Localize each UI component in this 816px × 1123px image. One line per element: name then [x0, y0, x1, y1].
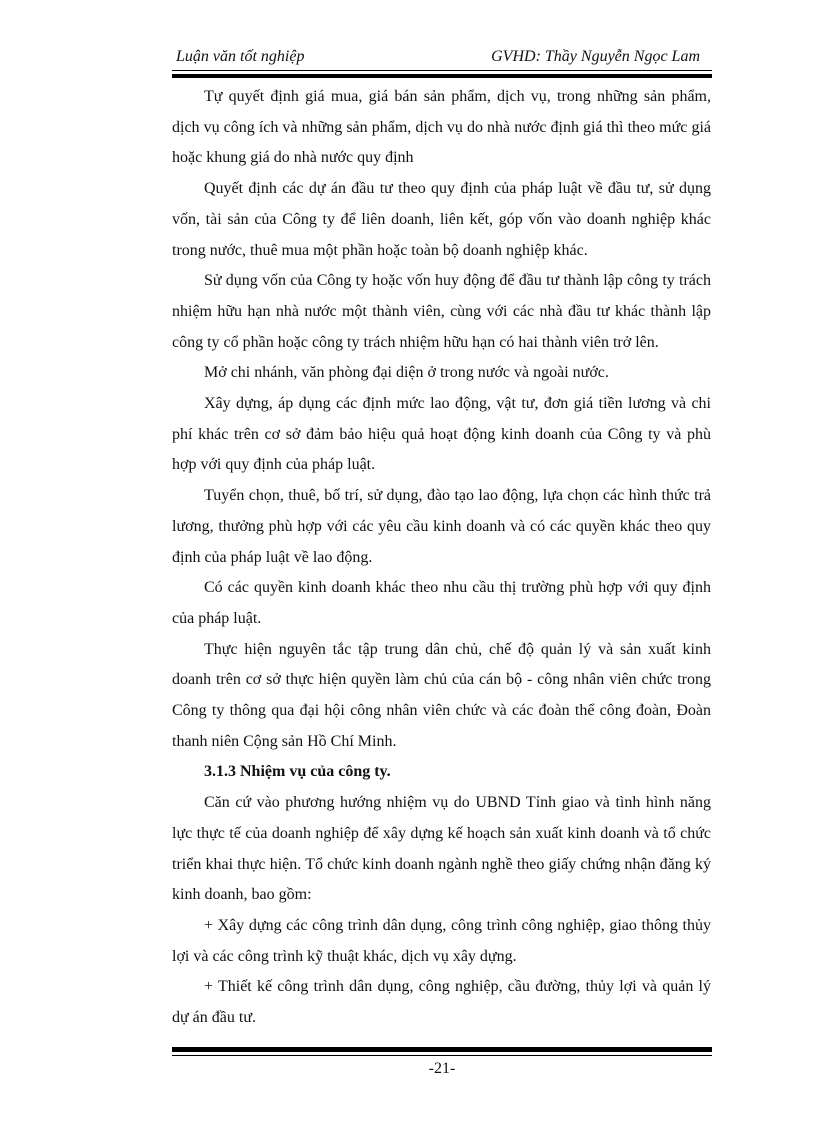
page-number: -21-	[428, 1060, 456, 1077]
header-advisor-label: GVHD: Thầy Nguyễn Ngọc Lam	[491, 48, 700, 65]
body-paragraph: Mở chi nhánh, văn phòng đại diện ở trong nước và ngoài nước.	[204, 364, 609, 382]
body-paragraph: Quyết định các dự án đầu tư theo quy định của pháp luật về đầu tư, sử dụng vốn, tài sản của Công ty để liên doanh, liên kết, góp vốn vào doanh nghiệp khác trong nước, thuê mua một phần hoặc toàn bộ doanh nghiệp khác.	[172, 180, 711, 259]
body-paragraph: Xây dựng, áp dụng các định mức lao động, vật tư, đơn giá tiền lương và chi phí khác trên cơ sở đảm bảo hiệu quả hoạt động kinh doanh của Công ty và phù hợp với quy định của pháp luật.	[172, 395, 711, 474]
section-list-item: + Xây dựng các công trình dân dụng, công trình công nghiệp, giao thông thủy lợi và các công trình kỹ thuật khác, dịch vụ xây dựng.	[172, 916, 711, 965]
body-paragraph: Thực hiện nguyên tắc tập trung dân chủ, chế độ quản lý và sản xuất kinh doanh trên cơ sở thực hiện quyền làm chủ của cán bộ - công nhân viên chức trong Công ty thông qua đại hội công nhân viên chức và các đoàn thể công đoàn, Đoàn thanh niên Cộng sản Hồ Chí Minh.	[172, 640, 711, 750]
footer-divider-thick	[172, 1047, 712, 1052]
section-heading: 3.1.3 Nhiệm vụ của công ty.	[204, 763, 391, 781]
page-body	[172, 82, 711, 1034]
section-paragraph: Căn cứ vào phương hướng nhiệm vụ do UBND Tỉnh giao và tình hình năng lực thực tế của doanh nghiệp để xây dựng kế hoạch sản xuất kinh doanh và tổ chức triển khai thực hiện. Tổ chức kinh doanh ngành nghề theo giấy chứng nhận đăng ký kinh doanh, bao gồm:	[172, 794, 711, 904]
header-divider-thin	[172, 70, 712, 71]
footer-divider-thin	[172, 1055, 712, 1056]
body-paragraph: Tuyển chọn, thuê, bố trí, sử dụng, đào tạo lao động, lựa chọn các hình thức trả lương, thưởng phù hợp với các yêu cầu kinh doanh và có các quyền khác theo quy định của pháp luật về lao động.	[172, 487, 711, 566]
body-paragraph: Tự quyết định giá mua, giá bán sản phẩm, dịch vụ, trong những sản phẩm, dịch vụ công ích và những sản phẩm, dịch vụ do nhà nước định giá thì theo mức giá hoặc khung giá do nhà nước quy định	[172, 88, 711, 167]
page-header	[172, 48, 712, 70]
header-thesis-label: Luận văn tốt nghiệp	[176, 48, 305, 65]
section-list-item: + Thiết kế công trình dân dụng, công nghiệp, cầu đường, thủy lợi và quản lý dự án đầu tư.	[172, 978, 711, 1027]
body-paragraph: Có các quyền kinh doanh khác theo nhu cầu thị trường phù hợp với quy định của pháp luật.	[172, 579, 711, 627]
header-divider-thick	[172, 74, 712, 78]
body-paragraph: Sử dụng vốn của Công ty hoặc vốn huy động để đầu tư thành lập công ty trách nhiệm hữu hạn nhà nước một thành viên, cùng với các nhà đầu tư khác thành lập công ty cổ phần hoặc công ty trách nhiệm hữu hạn có hai thành viên trở lên.	[172, 272, 711, 351]
